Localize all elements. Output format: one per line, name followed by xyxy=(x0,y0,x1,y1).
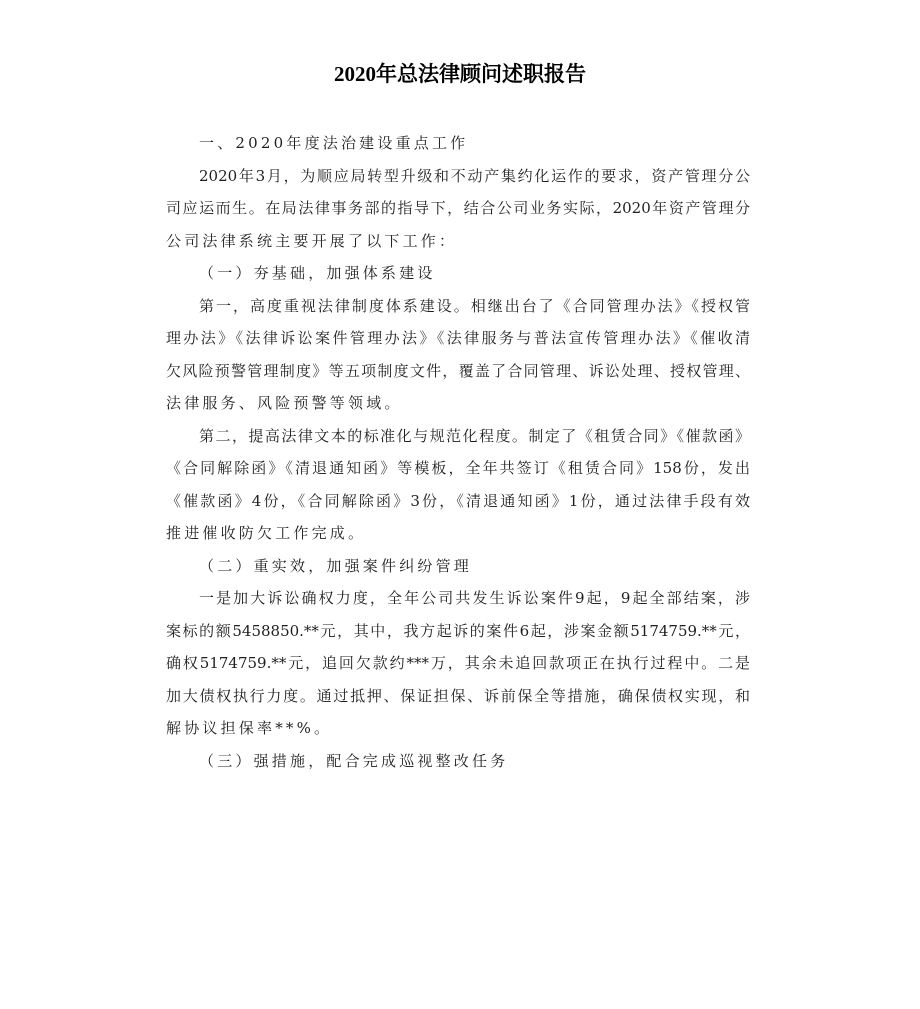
paragraph-line: 理办法》《法律诉讼案件管理办法》《法律服务与普法宣传管理办法》《催收清 xyxy=(166,329,750,347)
paragraph-line: 加大债权执行力度。通过抵押、保证担保、诉前保全等措施，确保债权实现，和 xyxy=(166,686,750,705)
paragraph-line: 《催款函》4份，《合同解除函》3份，《清退通知函》1份，通过法律手段有效 xyxy=(166,491,750,510)
paragraph-line: 司应运而生。在局法律事务部的指导下，结合公司业务实际，2020年资产管理分 xyxy=(166,199,750,217)
document-title: 2020年总法律顾问述职报告 xyxy=(334,62,586,86)
paragraph-line: 《合同解除函》《清退通知函》等模板，全年共签订《租赁合同》158份，发出 xyxy=(166,459,750,477)
paragraph-line: 第二，提高法律文本的标准化与规范化程度。制定了《租赁合同》《催款函》 xyxy=(199,426,750,445)
paragraph-line: 解协议担保率**%。 xyxy=(166,719,333,737)
paragraph-line: 案标的额5458850.**元，其中，我方起诉的案件6起，涉案金额5174759.**元， xyxy=(166,621,750,640)
subsection-heading-2: （二）重实效，加强案件纠纷管理 xyxy=(199,556,473,575)
paragraph-line: 确权5174759.**元，追回欠款约***万，其余未追回款项正在执行过程中。二是 xyxy=(166,654,750,672)
paragraph-line: 2020年3月，为顺应局转型升级和不动产集约化运作的要求，资产管理分公 xyxy=(199,166,750,185)
section-heading-1: 一、2020年度法治建设重点工作 xyxy=(199,134,469,152)
subsection-heading-3: （三）强措施，配合完成巡视整改任务 xyxy=(199,751,509,770)
paragraph-line: 第一，高度重视法律制度体系建设。相继出台了《合同管理办法》《授权管 xyxy=(199,296,750,315)
paragraph-line: 一是加大诉讼确权力度，全年公司共发生诉讼案件9起，9起全部结案，涉 xyxy=(199,589,750,607)
paragraph-line: 欠风险预警管理制度》等五项制度文件，覆盖了合同管理、诉讼处理、授权管理、 xyxy=(166,361,750,380)
paragraph-line: 推进催收防欠工作完成。 xyxy=(166,524,367,542)
subsection-heading-1: （一）夯基础，加强体系建设 xyxy=(199,264,436,282)
paragraph-line: 公司法律系统主要开展了以下工作： xyxy=(166,231,458,250)
document-body xyxy=(166,127,756,777)
paragraph-line: 法律服务、风险预警等领域。 xyxy=(166,394,403,412)
